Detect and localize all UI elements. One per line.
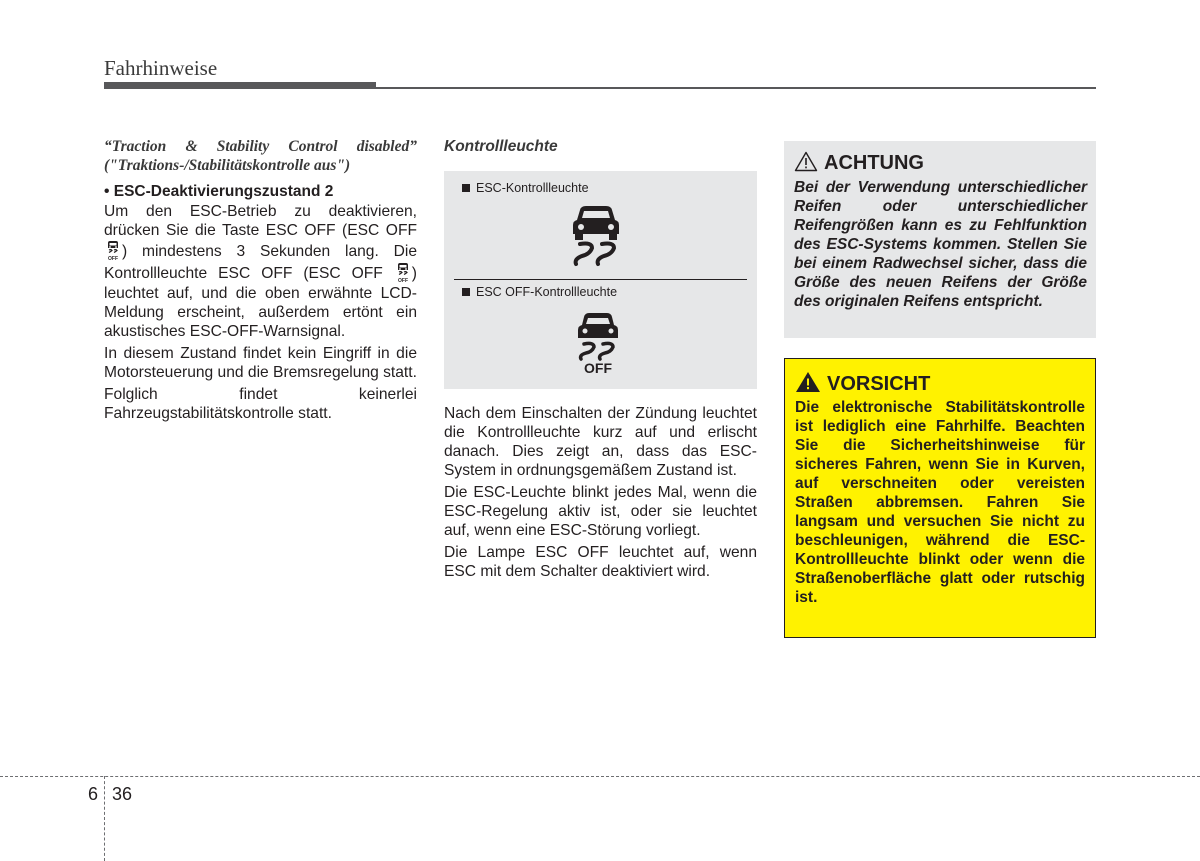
- bullet-square-icon-2: [462, 288, 470, 296]
- paragraph-deactivate-part1: Um den ESC-Betrieb zu deaktivieren, drücken Sie die Taste ESC OFF (ESC OFF: [104, 203, 417, 239]
- header-rule: [376, 87, 1096, 89]
- paragraph-deactivate-part3: ) leuchtet auf, und die oben erwähnte LCD-Meldung erscheint, außerdem ertönt ein akustisches ESC-OFF-Warnsignal.: [104, 265, 417, 340]
- lamp-divider: [454, 279, 747, 280]
- paragraph-blink: Die ESC-Leuchte blinkt jedes Mal, wenn die ESC-Regelung aktiv ist, oder sie leuchtet auf, wenn eine ESC-Störung vorliegt.: [444, 484, 757, 539]
- esc-off-lamp-label-text: ESC OFF-Kontrollleuchte: [476, 285, 618, 299]
- chapter-number: 6: [88, 784, 99, 804]
- footer-dashed-rule: [0, 776, 1200, 777]
- achtung-heading-text: ACHTUNG: [824, 152, 924, 174]
- esc-off-lamp-icon: [574, 312, 622, 381]
- kontrollleuchte-title: Kontrollleuchte: [444, 138, 558, 155]
- middle-column-title: [444, 137, 757, 156]
- lamp-illustration-box: [444, 171, 757, 389]
- paragraph-no-intervention: In diesem Zustand findet kein Eingriff in die Motorsteuerung und die Bremsregelung statt.: [104, 345, 417, 381]
- vorsicht-heading-text: VORSICHT: [827, 373, 931, 395]
- vorsicht-text: Die elektronische Stabilitätskontrolle ist lediglich eine Fahrhilfe. Beachten Sie die Sicherheitshinweise für sicheres Fahren, wenn Sie in Kurven, auf verschneiten oder vereisten Straßen abbremsen. Fahren Sie langsam und versuchen Sie nicht zu beschleunigen, während die ESC-Kontrollleuchte blinkt oder wenn die Straßenoberfläche glatt oder rutschig ist.: [795, 399, 1085, 606]
- paragraph-deactivate: [104, 202, 417, 341]
- paragraph-deactivate-part2: ) mindestens 3 Sekunden lang. Die Kontrollleuchte ESC OFF (ESC OFF: [104, 243, 417, 282]
- bullet-square-icon: [462, 184, 470, 192]
- paragraph-no-stability-control: Folglich findet keinerlei Fahrzeugstabilitätskontrolle statt.: [104, 386, 417, 422]
- page-header-title: Fahrhinweise: [104, 56, 218, 80]
- esc-off-inline-icon-2: [394, 262, 412, 284]
- sub-heading: • ESC-Deaktivierungszustand 2: [104, 183, 334, 200]
- vorsicht-box: [784, 358, 1096, 638]
- achtung-text: Bei der Verwendung unterschiedlicher Reifen oder unterschiedlicher Reifengrößen kann es zu Fehlfunktion des ESC-Systems kommen. Stellen Sie bei einem Radwechsel sicher, dass die Größe des neuen Reifens der Größe des originalen Reifens entspricht.: [794, 179, 1087, 310]
- vorsicht-heading: [795, 371, 930, 396]
- esc-off-lamp-label: [462, 285, 617, 299]
- esc-lamp-label-text: ESC-Kontrollleuchte: [476, 181, 589, 195]
- page-number: 36: [112, 784, 133, 804]
- paragraph-esc-off-lamp: Die Lampe ESC OFF leuchtet auf, wenn ESC mit dem Schalter deaktiviert wird.: [444, 544, 757, 580]
- header-bar: [104, 82, 376, 89]
- achtung-heading: [794, 151, 924, 175]
- footer-dashed-vertical-rule: [104, 776, 105, 861]
- middle-column-text: [444, 404, 757, 584]
- achtung-box: [784, 141, 1096, 338]
- esc-off-inline-icon: [104, 240, 122, 262]
- svg-text:OFF: OFF: [108, 256, 118, 262]
- caution-triangle-icon: [795, 371, 821, 393]
- section-title-de: ("Traktions-/Stabilitätskontrolle aus"): [104, 157, 351, 174]
- esc-off-lamp-text: OFF: [584, 360, 612, 376]
- paragraph-ignition: Nach dem Einschalten der Zündung leuchtet die Kontrollleuchte kurz auf und erlischt danach. Dies zeigt an, dass das ESC-System in ordnungsgemäßem Zustand ist.: [444, 405, 757, 479]
- esc-lamp-icon: [568, 204, 624, 273]
- svg-text:OFF: OFF: [397, 278, 408, 284]
- warning-triangle-icon: [794, 151, 818, 172]
- section-title-en: “Traction & Stability Control disabled”: [104, 138, 417, 155]
- left-column: [104, 137, 417, 426]
- esc-lamp-label: [462, 181, 589, 195]
